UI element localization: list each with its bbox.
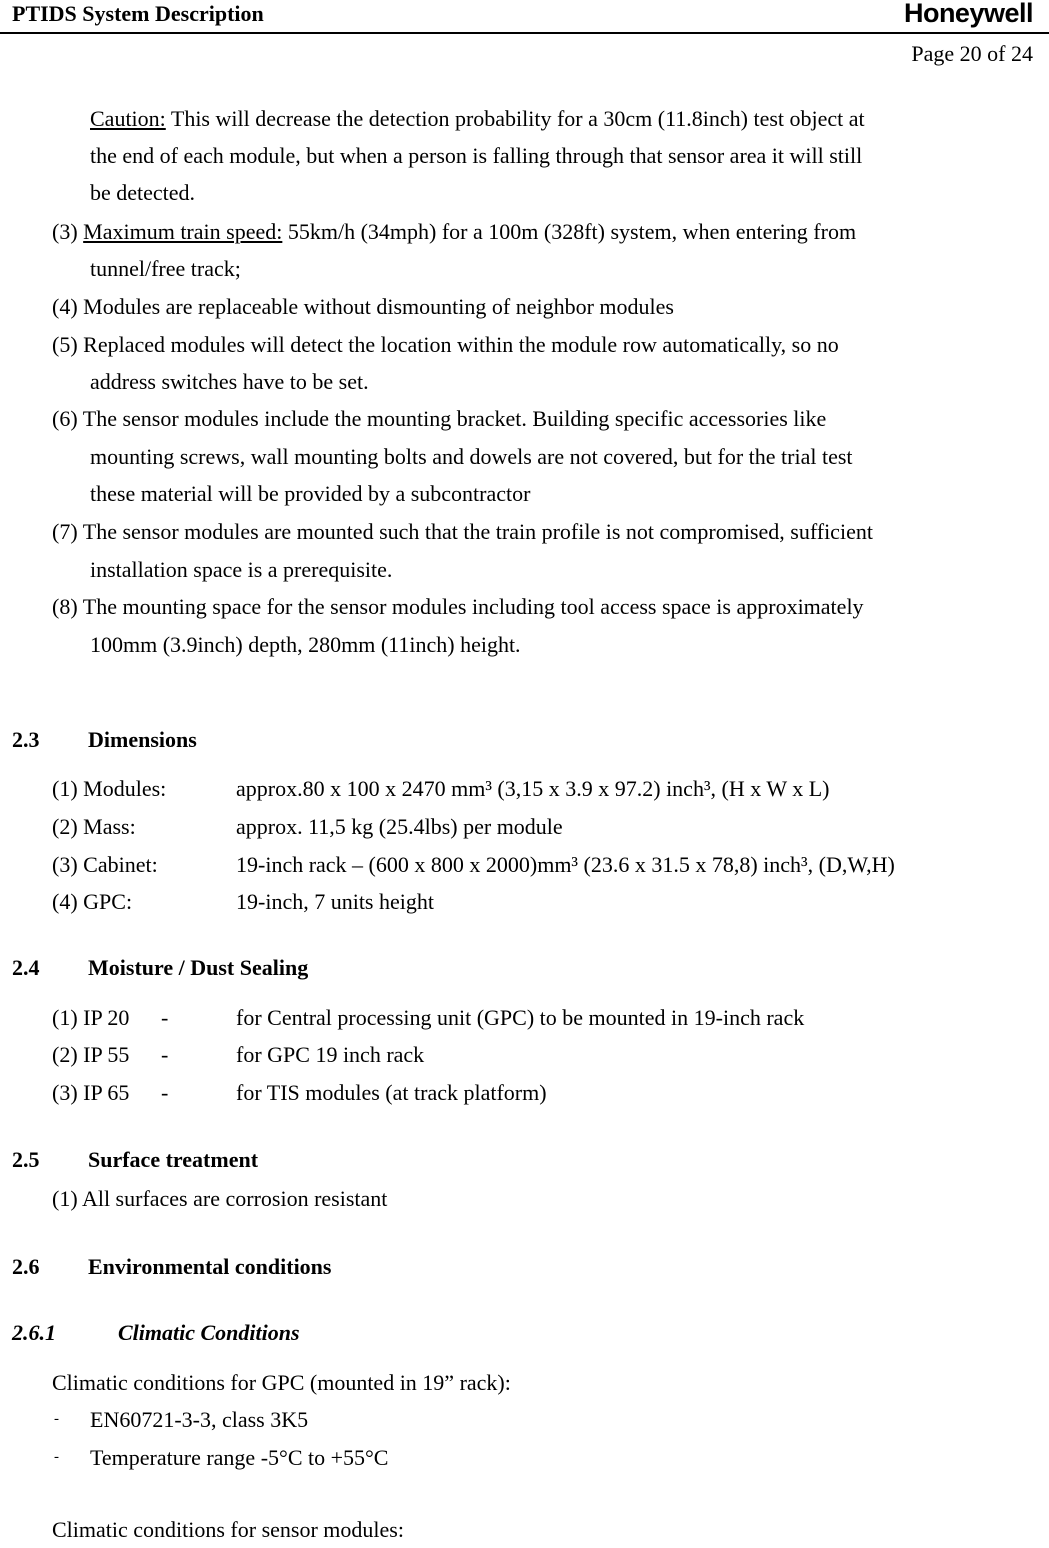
section-heading-2-4: 2.4 Moisture / Dust Sealing bbox=[12, 955, 309, 980]
page-header bbox=[0, 0, 1049, 34]
climatic-bullet: Temperature range -5°C to +55°C bbox=[90, 1445, 389, 1470]
dimension-label: (2) Mass: bbox=[52, 814, 136, 839]
list-item-6-cont-2: these material will be provided by a subcontractor bbox=[90, 481, 531, 506]
sealing-dash: - bbox=[161, 1080, 169, 1105]
sealing-value: for Central processing unit (GPC) to be mounted in 19-inch rack bbox=[236, 1005, 805, 1030]
list-item-6: (6) The sensor modules include the mounting bracket. Building specific accessories like bbox=[52, 406, 827, 431]
section-heading-2-6: 2.6 Environmental conditions bbox=[12, 1254, 332, 1279]
sealing-label: (2) IP 55 bbox=[52, 1042, 130, 1067]
dimension-label: (1) Modules: bbox=[52, 776, 167, 801]
sealing-dash: - bbox=[161, 1005, 169, 1030]
surface-item-1: (1) All surfaces are corrosion resistant bbox=[52, 1186, 388, 1211]
max-train-speed-label: Maximum train speed: bbox=[83, 219, 283, 244]
section-heading-2-5: 2.5 Surface treatment bbox=[12, 1147, 259, 1172]
list-item-8-cont: 100mm (3.9inch) depth, 280mm (11inch) height. bbox=[90, 632, 521, 657]
bullet-dash: - bbox=[54, 1411, 59, 1427]
list-item-7-cont: installation space is a prerequisite. bbox=[90, 557, 393, 582]
section-heading-2-6-1: 2.6.1 Climatic Conditions bbox=[12, 1320, 300, 1345]
list-item-5: (5) Replaced modules will detect the location within the module row automatically, so no bbox=[52, 332, 839, 357]
dimension-value: approx.80 x 100 x 2470 mm³ (3,15 x 3.9 x 97.2) inch³, (H x W x L) bbox=[236, 776, 830, 801]
dimension-value: approx. 11,5 kg (25.4lbs) per module bbox=[236, 814, 563, 839]
dimension-label: (4) GPC: bbox=[52, 889, 133, 914]
sealing-label: (1) IP 20 bbox=[52, 1005, 130, 1030]
dimension-value: 19-inch rack – (600 x 800 x 2000)mm³ (23.6 x 31.5 x 78,8) inch³, (D,W,H) bbox=[236, 852, 895, 877]
caution-line-3: be detected. bbox=[90, 180, 196, 205]
sealing-dash: - bbox=[161, 1042, 169, 1067]
document-title: PTIDS System Description bbox=[12, 1, 264, 26]
dimension-value: 19-inch, 7 units height bbox=[236, 889, 434, 914]
bullet-dash: - bbox=[54, 1449, 59, 1465]
sealing-value: for GPC 19 inch rack bbox=[236, 1042, 425, 1067]
list-item-4: (4) Modules are replaceable without dismounting of neighbor modules bbox=[52, 294, 674, 319]
list-item-8: (8) The mounting space for the sensor modules including tool access space is approximately bbox=[52, 594, 864, 619]
honeywell-logo: Honeywell bbox=[903, 0, 1033, 28]
list-item-3: (3) Maximum train speed: 55km/h (34mph) for a 100m (328ft) system, when entering from bbox=[52, 219, 857, 244]
caution-line-2: the end of each module, but when a person is falling through that sensor area it will still bbox=[90, 143, 863, 168]
caution-line-1: Caution: This will decrease the detection probability for a 30cm (11.8inch) test object at bbox=[90, 106, 865, 131]
list-item-5-cont: address switches have to be set. bbox=[90, 369, 369, 394]
climatic-bullet: EN60721-3-3, class 3K5 bbox=[90, 1407, 309, 1432]
page-number: Page 20 of 24 bbox=[911, 41, 1033, 66]
sealing-value: for TIS modules (at track platform) bbox=[236, 1080, 547, 1105]
dimension-label: (3) Cabinet: bbox=[52, 852, 158, 877]
climatic-gpc-intro: Climatic conditions for GPC (mounted in 19” rack): bbox=[52, 1370, 511, 1395]
sealing-label: (3) IP 65 bbox=[52, 1080, 130, 1105]
list-item-6-cont-1: mounting screws, wall mounting bolts and dowels are not covered, but for the trial test bbox=[90, 444, 853, 469]
section-heading-2-3: 2.3 Dimensions bbox=[12, 727, 197, 752]
list-item-7: (7) The sensor modules are mounted such that the train profile is not compromised, sufficient bbox=[52, 519, 873, 544]
climatic-sensor-intro: Climatic conditions for sensor modules: bbox=[52, 1517, 404, 1542]
list-item-3-cont: tunnel/free track; bbox=[90, 256, 241, 281]
caution-label: Caution: bbox=[90, 106, 166, 131]
